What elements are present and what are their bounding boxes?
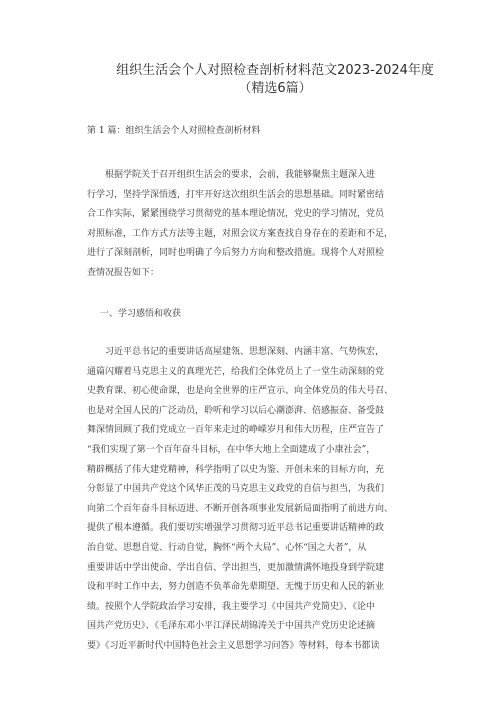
body-line: 向第二个百年奋斗目标迈进、不断开创各项事业发展新局面指明了前进方向、 [87,503,394,514]
title-line-1: 组织生活会个人对照检查剖析材料范文2023-2024年度 [116,63,434,78]
intro-line: 查情况报告如下： [87,267,160,278]
body-line: 治自觉、思想自觉、行动自觉，胸怀“两个大局”、心怀“国之大者”，从 [87,542,367,553]
intro-line: 根据学院关于召开组织生活会的要求，会前，我能够聚焦主题深入进 [87,170,376,180]
body-line: 绩。按照个人学院政治学习安排，我主要学习《中国共产党简史》、《论中 [87,601,376,612]
body-line: 重要讲话中学出使命、学出自信、学出担当，更加激情满怀地投身到学院建 [87,562,385,573]
intro-line: 行学习，坚持学深悟透，打牢开好这次组织生活会的思想基础。同时紧密结 [87,189,385,200]
body-line: 也是对全国人民的广泛动员，聆听和学习以后心潮澎湃、倍感振奋、备受鼓 [87,405,385,416]
body-line: 史教育课、初心使命课，也是向全世界的庄严宣示、向全体党员的伟大号召、 [87,386,394,397]
body-paragraph [87,343,405,657]
body-line: 习近平总书记的重要讲话高屋建瓴、思想深刻、内涵丰富、气势恢宏， [87,347,385,357]
intro-line: 合工作实际，紧紧围绕学习贯彻党的基本理论情况，党史的学习情况，党员 [87,209,385,220]
intro-line: 对照标准，工作方式方法等主题，对照会议方案查找自身存在的差距和不足， [87,228,394,239]
intro-line: 进行了深刻剖析，同时也明确了今后努力方向和整改措施。现将个人对照检 [87,248,385,259]
document-title [60,62,490,98]
body-line: 舞深情回顾了我们党成立一百年来走过的峥嵘岁月和伟大历程，庄严宣告了 [87,425,385,436]
body-line: 分彰显了中国共产党这个风华正茂的马克思主义政党的自信与担当，为我们 [87,484,385,495]
body-line: 通篇闪耀着马克思主义的真理光芒，给我们全体党员上了一堂生动深刻的党 [87,366,385,377]
intro-paragraph [87,166,405,284]
body-line: 要》《习近平新时代中国特色社会主义思想学习问答》等材料，每本书都读 [87,640,380,651]
title-line-2: （精选6篇） [238,81,312,96]
body-line: 国共产党历史》、《毛泽东邓小平江泽民胡锦涛关于中国共产党历史论述摘 [87,621,376,632]
body-line: “我们实现了第一个百年奋斗目标，在中华大地上全面建成了小康社会”， [87,444,376,455]
section-heading: 第 1 篇：组织生活会个人对照检查剖析材料 [87,126,261,136]
body-line: 提供了根本遵循。我们要切实增强学习贯彻习近平总书记重要讲话精神的政 [87,523,385,534]
body-line: 设和平时工作中去，努力创造不负革命先辈期望、无愧于历史和人民的新业 [87,582,385,593]
body-line: 精辟概括了伟大建党精神，科学指明了以史为鉴、开创未来的目标方向，充 [87,464,385,475]
heading-learning: 一、学习感悟和收获 [100,309,182,319]
